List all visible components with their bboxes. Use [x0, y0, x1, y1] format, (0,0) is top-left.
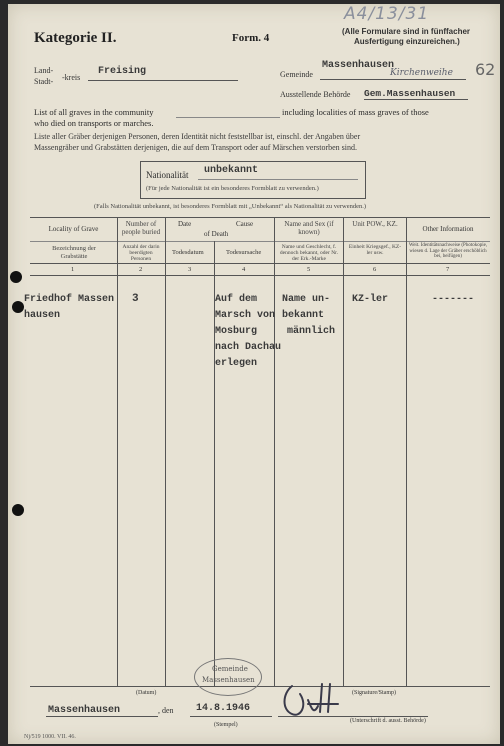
header-date: Date	[178, 220, 192, 228]
stadt-label: Stadt-	[34, 77, 54, 86]
cell-number-buried: 3	[132, 293, 139, 305]
footer-place: Massenhausen	[48, 705, 121, 716]
intro-english-line-2: who died on transports or marches.	[34, 118, 154, 128]
kategorie-heading: Kategorie II.	[34, 30, 117, 46]
col-number-1: 1	[71, 266, 75, 273]
header-de-name: Name und Geschlecht, f. dennoch bekannt, oder Nr. der Erk.-Marke	[279, 244, 339, 262]
signature-scribble	[278, 676, 354, 720]
behoerde-value: Gem.Massenhausen	[364, 88, 456, 99]
document-sheet	[8, 4, 500, 744]
cell-name-line-3: männlich	[287, 326, 336, 337]
notice-line-1: (Alle Formulare sind in fünffacher	[342, 27, 471, 36]
datum-label: (Datum)	[136, 690, 157, 696]
kreis-label: -kreis	[62, 73, 81, 82]
cell-cause-line-3: Mosburg	[215, 326, 258, 337]
kreis-value: Freising	[98, 66, 147, 77]
col-number-4: 4	[242, 266, 246, 273]
gemeinde-label: Gemeinde	[280, 70, 313, 79]
cell-date-cause-line-1: Auf dem	[215, 294, 258, 305]
footer-den: , den	[158, 706, 174, 715]
punch-hole-lower	[12, 504, 24, 516]
print-code: Nj/519 1000. VII. 46.	[24, 734, 76, 740]
form-number: Form. 4	[232, 32, 270, 44]
nationality-below-note: (Falls Nationalität unbekannt, ist besonderes Formblatt mit „Unbekannt“ als Nationalität zu verwenden.)	[94, 203, 367, 210]
page-number: 62	[475, 60, 496, 79]
notice-line-2: Ausfertigung einzureichen.)	[354, 37, 460, 46]
intro-german-line-1: Liste aller Gräber derjenigen Personen, deren Identität nicht feststellbar ist, einschl. der Angaben über	[34, 132, 361, 141]
land-label: Land-	[34, 66, 54, 75]
header-cause: Cause	[236, 220, 254, 228]
stamp-text-line-2: Massenhausen	[202, 676, 255, 684]
header-de-grabstaette: Bezeichnung der Grabstätte	[52, 245, 96, 260]
nationality-note: (Für jede Nationalität ist ein besonderes Formblatt zu verwenden.)	[146, 185, 319, 192]
cell-locality-line-1: Friedhof Massen	[24, 294, 115, 305]
cell-cause-line-5: erlegen	[215, 358, 258, 369]
header-de-einheit: Einheit Kriegsgef., KZ-ler usw.	[348, 244, 402, 256]
cell-cause-line-4: nach Dachau	[215, 342, 282, 353]
intro-english-line-1-right: including localities of mass graves of those	[282, 107, 429, 117]
header-number-buried: Number of people buried	[121, 220, 161, 236]
punch-hole-upper	[10, 271, 22, 283]
behoerde-label: Ausstellende Behörde	[280, 90, 351, 99]
unterschrift-label: (Unterschrift d. ausst. Behörde)	[350, 718, 426, 724]
cell-unit: KZ-ler	[352, 294, 389, 305]
gemeinde-handwritten-note: Kirchenweihe	[390, 68, 453, 78]
header-name-sex: Name and Sex (if known)	[284, 220, 334, 236]
col-number-7: 7	[446, 266, 450, 273]
nationality-value: unbekannt	[204, 165, 259, 176]
col-number-2: 2	[139, 266, 143, 273]
nationality-label: Nationalität	[146, 170, 189, 180]
col-number-6: 6	[373, 266, 377, 273]
header-locality: Locality of Grave	[48, 225, 99, 233]
header-de-anzahl: Anzahl der darin beerdigten Personen	[122, 244, 160, 262]
cell-locality-line-2: hausen	[24, 310, 61, 321]
archive-number: A4/13/31	[344, 4, 430, 24]
signature-stamp-label: (Signature/Stamp)	[352, 690, 396, 696]
intro-english-line-1-left: List of all graves in the community	[34, 107, 154, 117]
header-de-todesursache: Todesursache	[226, 249, 262, 256]
cell-other-info: -------	[432, 294, 475, 305]
cell-name-line-2: bekannt	[282, 310, 325, 321]
col-number-3: 3	[188, 266, 192, 273]
header-of-death: of Death	[204, 230, 229, 238]
footer-date: 14.8.1946	[196, 703, 251, 714]
header-de-todesdatum: Todesdatum	[172, 249, 204, 256]
header-unit: Unit POW., KZ.	[352, 220, 398, 228]
cell-cause-line-2: Marsch von	[215, 310, 276, 321]
gemeinde-value: Massenhausen	[322, 60, 395, 71]
header-other-info: Other Information	[422, 225, 474, 233]
stempel-label: (Stempel)	[214, 722, 238, 728]
stamp-text-line-1: Gemeinde	[212, 665, 248, 673]
col-number-5: 5	[307, 266, 311, 273]
cell-name-line-1: Name un-	[282, 294, 331, 305]
intro-german-line-2: Massengräber und Grabstätten derjenigen, die auf dem Transport oder auf Märschen verstorben sind.	[34, 143, 358, 152]
header-de-weitere: Weit. Identitätsnachweise (Photokopie, wiesen d. Lage der Gräber erschöblich bei, beifügen)	[408, 243, 488, 259]
punch-hole-middle	[12, 301, 24, 313]
